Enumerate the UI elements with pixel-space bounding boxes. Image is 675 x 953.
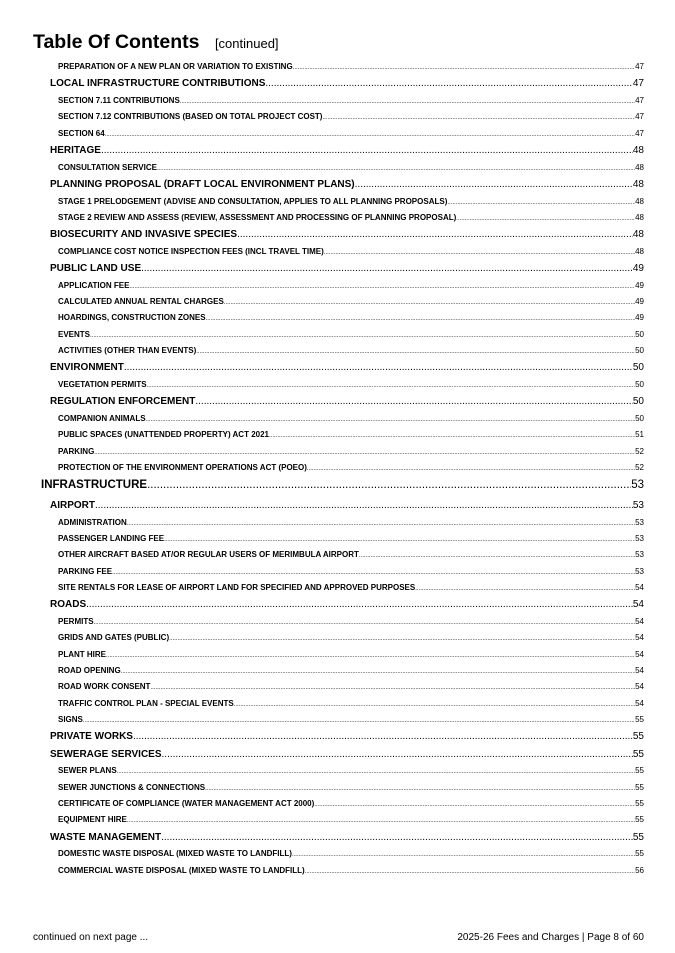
toc-entry-page: 53 [635,533,644,543]
toc-entry[interactable] [58,666,644,682]
toc-dot-leader [415,586,635,592]
toc-entry-label: WASTE MANAGEMENT [50,831,162,843]
toc-entry[interactable] [58,197,644,213]
toc-entry[interactable] [58,281,644,297]
toc-entry-page: 48 [635,212,644,222]
toc-entry-label: SIGNS [58,714,83,724]
toc-dot-leader [95,500,633,511]
toc-dot-leader [127,818,635,824]
toc-dot-leader [164,537,635,543]
toc-entry-label: PASSENGER LANDING FEE [58,533,165,543]
toc-entry-label: TRAFFIC CONTROL PLAN - SPECIAL EVENTS [58,698,234,708]
toc-dot-leader [146,417,636,423]
toc-dot-leader [161,832,633,843]
toc-dot-leader [324,250,635,256]
toc-entry[interactable] [58,633,644,649]
toc-entry-page: 55 [635,849,644,859]
toc-dot-leader [456,216,635,222]
toc-entry[interactable] [58,62,644,78]
toc-dot-leader [196,349,635,355]
toc-entry[interactable] [58,567,644,583]
toc-dot-leader [121,669,635,675]
toc-entry[interactable] [58,346,644,362]
toc-entry-label: HOARDINGS, CONSTRUCTION ZONES [58,313,206,323]
toc-entry-label: COMMERCIAL WASTE DISPOSAL (MIXED WASTE TO LANDFILL) [58,865,305,875]
toc-entry-page: 55 [635,815,644,825]
toc-entry-page: 54 [635,582,644,592]
toc-entry-label: LOCAL INFRASTRUCTURE CONTRIBUTIONS [50,78,266,90]
toc-entry-label: INFRASTRUCTURE [41,479,148,492]
toc-entry-page: 55 [632,748,644,760]
toc-entry-label: ROAD OPENING [58,665,121,675]
toc-entry-page: 48 [632,178,644,190]
toc-entry-page: 55 [635,782,644,792]
toc-entry[interactable] [58,313,644,329]
toc-entry-page: 49 [635,280,644,290]
toc-entry[interactable] [58,430,644,446]
toc-entry-page: 48 [632,229,644,241]
toc-entry-label: CONSULTATION SERVICE [58,162,157,172]
toc-dot-leader [94,620,636,626]
toc-entry-page: 54 [635,665,644,675]
toc-dot-leader [105,132,635,138]
toc-entry[interactable] [50,832,644,850]
toc-entry[interactable] [58,766,644,782]
toc-entry-label: PLANNING PROPOSAL (DRAFT LOCAL ENVIRONMENT PLANS) [50,178,355,190]
toc-entry-label: COMPLIANCE COST NOTICE INSPECTION FEES (INCL TRAVEL TIME) [58,246,324,256]
toc-entry-label: STAGE 1 PRELODGEMENT (ADVISE AND CONSULTATION, APPLIES TO ALL PLANNING PROPOSALS) [58,196,448,206]
footer-page-info: 2025-26 Fees and Charges | Page 8 of 60 [457,932,644,943]
toc-dot-leader [83,718,635,724]
toc-entry-page: 52 [635,446,644,456]
toc-entry-label: APPLICATION FEE [58,280,130,290]
toc-entry[interactable] [58,550,644,566]
toc-entry-label: VEGETATION PERMITS [58,380,147,390]
toc-entry-label: COMPANION ANIMALS [58,413,146,423]
toc-dot-leader [106,653,635,659]
toc-dot-leader [141,263,633,274]
toc-dot-leader [224,300,635,306]
toc-entry-page: 50 [632,362,644,374]
toc-entry[interactable] [58,463,644,479]
toc-entry-label: BIOSECURITY AND INVASIVE SPECIES [50,229,238,241]
toc-dot-leader [117,769,635,775]
toc-entry-page: 55 [632,831,644,843]
toc-entry-page: 53 [631,479,644,492]
toc-entry-page: 47 [632,78,644,90]
toc-entry-page: 55 [632,731,644,743]
toc-entry[interactable] [50,749,644,767]
toc-dot-leader [101,145,633,156]
toc-dot-leader [90,333,635,339]
toc-dot-leader [147,383,635,389]
toc-entry[interactable] [50,500,644,518]
toc-entry[interactable] [58,414,644,430]
toc-entry-page: 48 [635,196,644,206]
toc-entry[interactable] [58,715,644,731]
toc-entry[interactable] [58,815,644,831]
toc-entry-page: 49 [635,297,644,307]
toc-entry-label: EQUIPMENT HIRE [58,815,127,825]
toc-entry-label: PREPARATION OF A NEW PLAN OR VARIATION TO EXISTING [58,62,293,71]
toc-entry[interactable] [58,129,644,145]
toc-entry-page: 50 [632,396,644,408]
toc-entry-label: SECTION 7.12 CONTRIBUTIONS (BASED ON TOTAL PROJECT COST) [58,112,323,122]
toc-entry-label: SECTION 64 [58,128,105,138]
toc-entry[interactable] [58,213,644,229]
toc-entry-page: 50 [635,329,644,339]
toc-dot-leader [180,99,635,105]
toc-entry[interactable] [58,699,644,715]
toc-entry[interactable] [58,617,644,633]
toc-entry-label: HERITAGE [50,144,101,156]
toc-entry-page: 53 [635,517,644,527]
toc-dot-leader [150,685,635,691]
toc-entry-label: ROADS [50,599,87,611]
toc-dot-leader [307,466,635,472]
toc-entry-label: PARKING [58,446,95,456]
toc-entry-page: 52 [635,463,644,472]
toc-entry[interactable] [50,145,644,163]
toc-entry[interactable] [50,362,644,380]
toc-entry[interactable] [58,849,644,865]
toc-dot-leader [234,702,635,708]
toc-entry[interactable] [58,518,644,534]
table-of-contents [0,62,675,882]
page-subtitle: [continued] [214,36,279,51]
toc-entry[interactable] [58,783,644,799]
toc-entry[interactable] [50,396,644,414]
toc-entry-label: ROAD WORK CONSENT [58,682,151,692]
toc-entry-page: 54 [635,682,644,692]
toc-entry-page: 50 [635,380,644,390]
toc-entry-page: 54 [635,698,644,708]
toc-entry-label: PLANT HIRE [58,649,106,659]
toc-dot-leader [162,749,633,760]
toc-entry-label: DOMESTIC WASTE DISPOSAL (MIXED WASTE TO LANDFILL) [58,849,292,859]
toc-entry-page: 48 [635,246,644,256]
toc-entry[interactable] [50,179,644,197]
toc-dot-leader [127,521,635,527]
toc-entry-page: 53 [635,550,644,560]
toc-entry-page: 50 [635,413,644,423]
toc-entry-page: 55 [635,799,644,809]
toc-entry[interactable] [58,447,644,463]
toc-dot-leader [265,78,633,89]
toc-entry-page: 48 [632,144,644,156]
toc-dot-leader [169,636,635,642]
toc-entry[interactable] [58,112,644,128]
toc-dot-leader [195,396,633,407]
toc-dot-leader [237,229,633,240]
toc-dot-leader [86,599,633,610]
toc-entry[interactable] [58,799,644,815]
toc-entry-page: 54 [635,616,644,626]
toc-entry-label: EVENTS [58,329,91,339]
toc-entry-label: PUBLIC LAND USE [50,263,142,275]
toc-entry-page: 54 [635,633,644,643]
toc-dot-leader [269,433,635,439]
toc-dot-leader [112,570,635,576]
toc-entry-page: 51 [635,430,644,440]
toc-entry-label: PERMITS [58,616,94,626]
toc-entry[interactable] [50,229,644,247]
toc-entry[interactable] [58,583,644,599]
toc-dot-leader [206,316,636,322]
toc-entry[interactable] [58,96,644,112]
toc-entry-page: 56 [635,865,644,875]
toc-dot-leader [205,786,635,792]
toc-entry-page: 53 [635,566,644,576]
toc-dot-leader [147,479,631,491]
toc-entry-label: ADMINISTRATION [58,517,127,527]
toc-dot-leader [157,166,635,172]
toc-entry-page: 47 [635,112,644,122]
toc-dot-leader [314,802,635,808]
toc-entry[interactable] [50,263,644,281]
toc-dot-leader [94,450,635,456]
toc-entry-label: REGULATION ENFORCEMENT [50,396,196,408]
toc-entry[interactable] [50,731,644,749]
toc-entry-page: 49 [632,263,644,275]
toc-entry-label: SEWER PLANS [58,766,117,776]
toc-entry-label: PARKING FEE [58,566,113,576]
toc-dot-leader [359,553,635,559]
toc-entry-label: STAGE 2 REVIEW AND ASSESS (REVIEW, ASSESSMENT AND PROCESSING OF PLANNING PROPOSAL) [58,212,457,222]
toc-entry[interactable] [41,479,644,500]
toc-dot-leader [322,115,635,121]
toc-entry[interactable] [50,599,644,617]
toc-entry-label: SECTION 7.11 CONTRIBUTIONS [58,95,180,105]
toc-entry-page: 47 [635,95,644,105]
toc-entry-page: 47 [635,128,644,138]
toc-entry[interactable] [50,78,644,96]
toc-entry-label: SITE RENTALS FOR LEASE OF AIRPORT LAND FOR SPECIFIED AND APPROVED PURPOSES [58,582,416,592]
toc-dot-leader [293,65,635,71]
toc-dot-leader [292,852,635,858]
toc-entry-page: 50 [635,346,644,356]
toc-entry-page: 54 [632,599,644,611]
toc-entry-page: 47 [635,62,644,71]
footer-continued: continued on next page ... [33,932,149,943]
toc-entry-label: GRIDS AND GATES (PUBLIC) [58,633,170,643]
toc-entry-label: CALCULATED ANNUAL RENTAL CHARGES [58,297,224,307]
toc-entry-label: AIRPORT [50,499,95,511]
toc-dot-leader [305,869,635,875]
toc-entry[interactable] [58,682,644,698]
page-header [33,31,279,54]
toc-entry-page: 49 [635,313,644,323]
toc-entry-label: PUBLIC SPACES (UNATTENDED PROPERTY) ACT 2021 [58,430,269,440]
toc-entry[interactable] [58,650,644,666]
toc-entry-label: OTHER AIRCRAFT BASED AT/OR REGULAR USERS OF MERIMBULA AIRPORT [58,550,359,560]
toc-entry[interactable] [58,330,644,346]
toc-entry-label: CERTIFICATE OF COMPLIANCE (WATER MANAGEMENT ACT 2000) [58,799,315,809]
toc-entry-label: PROTECTION OF THE ENVIRONMENT OPERATIONS ACT (POEO) [58,463,307,472]
toc-entry-page: 54 [635,649,644,659]
toc-entry-label: ENVIRONMENT [50,362,124,374]
toc-dot-leader [133,731,633,742]
toc-entry-page: 55 [635,766,644,776]
toc-entry-label: PRIVATE WORKS [50,731,133,743]
page-title: Table Of Contents [33,31,200,53]
toc-entry-page: 55 [635,714,644,724]
toc-entry-label: SEWERAGE SERVICES [50,748,162,760]
toc-entry[interactable] [58,247,644,263]
toc-entry[interactable] [58,534,644,550]
toc-dot-leader [124,362,633,373]
toc-dot-leader [447,200,635,206]
toc-entry[interactable] [58,380,644,396]
toc-entry-page: 48 [635,162,644,172]
toc-dot-leader [355,179,633,190]
toc-dot-leader [129,284,635,290]
toc-entry[interactable] [58,163,644,179]
toc-entry[interactable] [58,297,644,313]
toc-entry[interactable] [58,866,644,882]
toc-entry-label: SEWER JUNCTIONS & CONNECTIONS [58,782,206,792]
toc-entry-page: 53 [632,499,644,511]
toc-entry-label: ACTIVITIES (OTHER THAN EVENTS) [58,346,197,356]
